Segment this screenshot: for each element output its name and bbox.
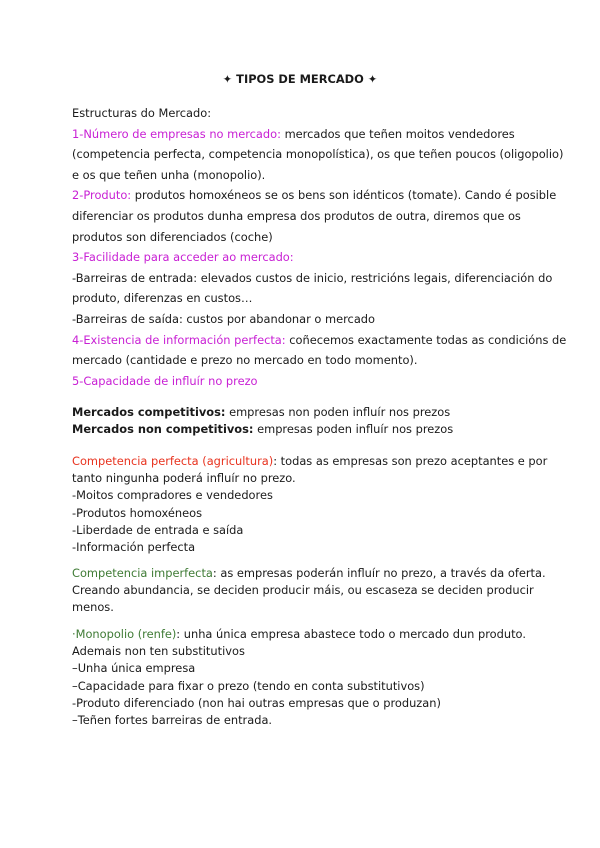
imperfecta-line1: [72, 565, 546, 582]
item1-text: mercados que teñen moitos vendedores: [280, 126, 515, 141]
noncomp-text: empresas poden influír nos prezos: [253, 422, 454, 437]
item2-line1: [72, 185, 557, 206]
item3-label: 3-Facilidade para acceder ao mercado:: [72, 250, 294, 265]
item4-line2: mercado (cantidade e prezo no mercado en todo momento).: [72, 353, 418, 368]
item5-label: 5-Capacidade de influír no prezo: [72, 373, 258, 388]
monopolio-text: : unha única empresa abastece todo o mercado dun produto.: [176, 627, 526, 641]
list-item: –Teñen fortes barreiras de entrada.: [72, 713, 273, 728]
list-item: -Produto diferenciado (non hai outras empresas que o produzan): [72, 695, 441, 710]
imperfecta-label: Competencia imperfecta: [72, 566, 213, 580]
monopolio-line1: [72, 626, 542, 643]
item3-line3: produto, diferenzas en custos…: [72, 291, 253, 306]
item2-line2: diferenciar os produtos dunha empresa dos produtos de outra, diremos que os: [72, 208, 521, 223]
imperfecta-line2: Creando abundancia, se deciden producir máis, ou escaseza se deciden producir: [72, 583, 534, 598]
perfecta-text: : todas as empresas son prezo aceptantes e por: [273, 454, 548, 468]
list-item: -Moitos compradores e vendedores: [72, 488, 273, 503]
item1-line1: [72, 124, 542, 145]
perfecta-line2: tanto ningunha poderá influír no prezo.: [72, 471, 296, 486]
list-item: -Información perfecta: [72, 540, 196, 555]
item1-line3: e os que teñen unha (monopolio).: [72, 167, 266, 182]
mercados-section: [72, 404, 542, 438]
perfecta-line1: [72, 453, 548, 470]
list-item: –Unha única empresa: [72, 661, 196, 676]
mercados-non-competitivos: [72, 421, 542, 438]
item4-line1: [72, 330, 567, 351]
estructuras-section: [72, 103, 567, 391]
mercados-competitivos: [72, 404, 542, 421]
monopolio-section: [72, 626, 542, 729]
list-item: -Liberdade de entrada e saída: [72, 522, 244, 537]
item2-line3: produtos son diferenciados (coche): [72, 229, 273, 244]
estructuras-heading: Estructuras do Mercado:: [72, 106, 212, 120]
item1-label: 1-Número de empresas no mercado:: [72, 126, 281, 141]
list-item: -Produtos homoxéneos: [72, 505, 203, 520]
perfecta-section: [72, 453, 548, 556]
monopolio-label: ·Monopolio (renfe): [72, 627, 177, 641]
item1-line2: (competencia perfecta, competencia monopolística), os que teñen poucos (oligopolio): [72, 147, 564, 162]
perfecta-label: Competencia perfecta (agricultura): [72, 454, 274, 468]
item2-text: produtos homoxéneos se os bens son idénticos (tomate). Cando é posible: [131, 188, 557, 203]
monopolio-line2: Ademais non ten substitutivos: [72, 644, 245, 659]
list-item: –Capacidade para fixar o prezo (tendo en conta substitutivos): [72, 678, 425, 693]
noncomp-label: Mercados non competitivos:: [72, 422, 254, 437]
item4-label: 4-Existencia de información perfecta:: [72, 332, 286, 347]
imperfecta-line3: menos.: [72, 600, 114, 615]
imperfecta-text: : as empresas poderán influír no prezo, a través da oferta.: [212, 566, 546, 580]
item2-label: 2-Produto:: [72, 188, 132, 203]
item3-line4: -Barreiras de saída: custos por abandonar o mercado: [72, 311, 376, 326]
comp-label: Mercados competitivos:: [72, 405, 226, 419]
comp-text: empresas non poden influír nos prezos: [225, 405, 451, 419]
item3-line2: -Barreiras de entrada: elevados custos de inicio, restricións legais, diferenciación do: [72, 270, 553, 285]
page-title: ✦ TIPOS DE MERCADO ✦: [222, 72, 378, 86]
imperfecta-section: [72, 565, 546, 617]
item4-text: coñecemos exactamente todas as condicións de: [285, 332, 567, 347]
